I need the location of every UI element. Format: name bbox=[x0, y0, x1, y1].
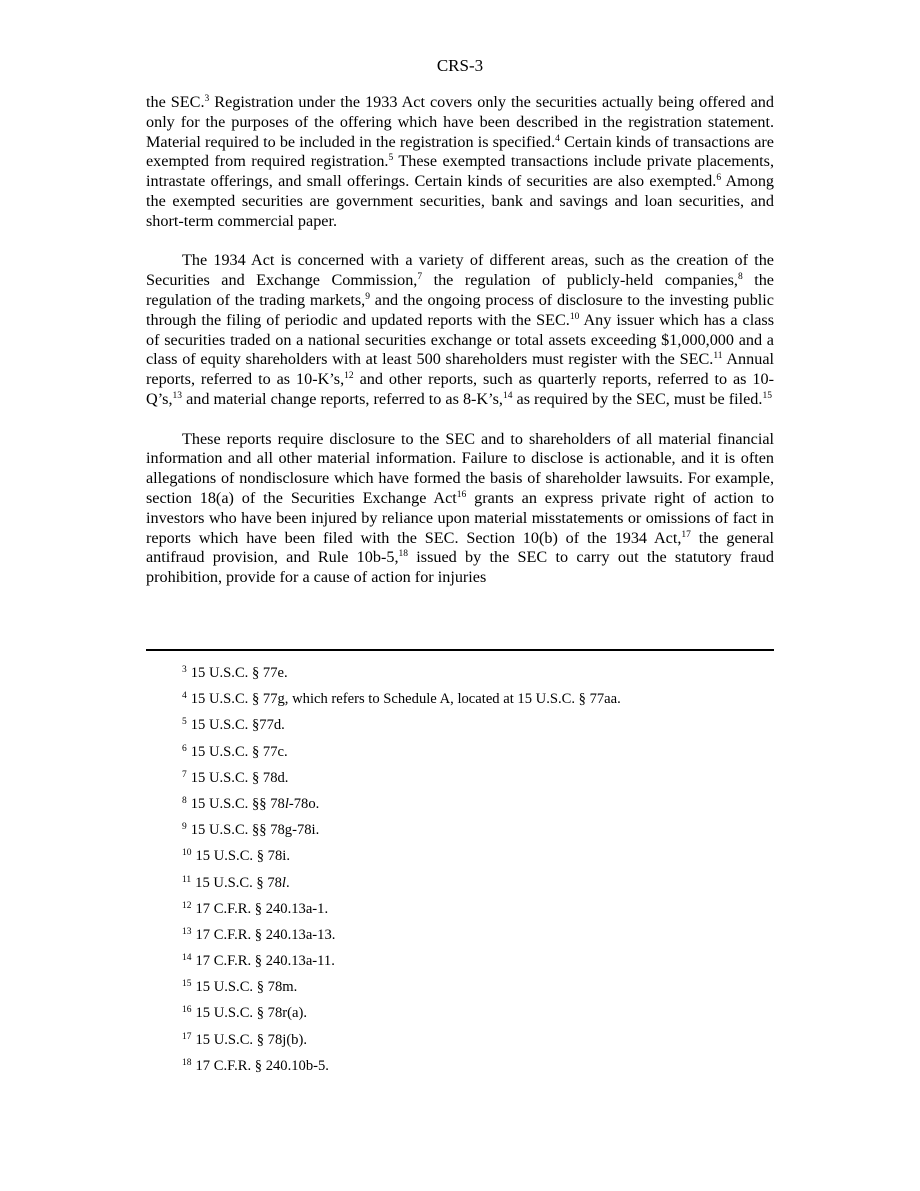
footnote-reference[interactable]: 16 bbox=[456, 489, 467, 500]
footnote-reference[interactable]: 3 bbox=[204, 94, 210, 104]
footnote-reference[interactable]: 13 bbox=[172, 390, 183, 401]
footnote-text: 15 U.S.C. § 78r(a). bbox=[195, 1005, 307, 1022]
footnote-number: 3 bbox=[182, 665, 187, 675]
footnote-item bbox=[182, 1005, 774, 1031]
footnote-reference[interactable]: 6 bbox=[716, 173, 722, 184]
text-run: and other reports, such as quarterly reports, referred to as 10-Q’s, bbox=[146, 370, 774, 408]
text-run: the general antifraud provision, and Rule 10b-5, bbox=[146, 528, 775, 567]
footnote-reference[interactable]: 14 bbox=[502, 390, 513, 401]
footnote-item bbox=[182, 770, 774, 796]
footnote-reference[interactable]: 10 bbox=[569, 311, 580, 322]
footnote-number: 12 bbox=[182, 900, 192, 911]
footnote-text: 15 U.S.C. § 77e. bbox=[190, 665, 288, 681]
footnote-item bbox=[182, 665, 774, 691]
text-run: These exempted transactions include private placements, intrastate offerings, and small offerings. Certain kinds of securities are also exempted. bbox=[146, 152, 775, 191]
footnote-item bbox=[182, 979, 774, 1005]
text-run: Any issuer which has a class of securities traded on a national securities exchange or total assets exceeding $1,000,000 and a class of equity shareholders with at least 500 shareholders must register with the SEC. bbox=[146, 310, 774, 369]
footnote-item bbox=[182, 901, 774, 927]
footnote-number: 15 bbox=[182, 979, 192, 990]
footnote-reference[interactable]: 5 bbox=[388, 153, 394, 164]
page-number-header: CRS-3 bbox=[436, 56, 484, 75]
text-run: These reports require disclosure to the SEC and to shareholders of all material financial information and all other material information. Failure to disclose is actionable, and it is often allegations of nondisclosure which have formed the basis of shareholder lawsuits. For example, section 18(a) of the Securities Exchange Act bbox=[146, 429, 774, 507]
text-run: the regulation of publicly-held companies, bbox=[422, 271, 738, 290]
footnote-text-suffix: . bbox=[285, 874, 290, 891]
footnote-number: 8 bbox=[182, 795, 187, 806]
footnote-item bbox=[182, 848, 774, 874]
text-run: Annual reports, referred to as 10-K’s, bbox=[146, 350, 774, 389]
footnote-item bbox=[182, 822, 774, 848]
footnote-number: 14 bbox=[182, 953, 192, 964]
text-run: Registration under the 1933 Act covers only the securities actually being offered and only for the purposes of the offering which have been described in the registration statement. Material required to be included in the registration is specified. bbox=[146, 93, 774, 151]
footnote-item bbox=[182, 953, 774, 979]
footnote-reference[interactable]: 7 bbox=[417, 272, 423, 283]
footnote-item bbox=[182, 691, 774, 717]
footnote-reference[interactable]: 12 bbox=[344, 371, 354, 382]
footnote-text: 17 C.F.R. § 240.13a-11. bbox=[195, 953, 335, 970]
footnote-text-suffix: -78o. bbox=[288, 795, 320, 812]
footnote-text: 15 U.S.C. § 77g, which refers to Schedule A, located at 15 U.S.C. § 77aa. bbox=[190, 691, 621, 708]
footnote-text: 15 U.S.C. § 78i. bbox=[195, 848, 290, 865]
footnote-text: 17 C.F.R. § 240.10b-5. bbox=[195, 1057, 329, 1074]
footnote-number: 9 bbox=[182, 822, 187, 833]
footnote-text: 15 U.S.C. §77d. bbox=[190, 717, 285, 734]
footnote-text: 15 U.S.C. § 77c. bbox=[190, 743, 288, 760]
footnote-item bbox=[182, 744, 774, 770]
footnote-reference[interactable]: 17 bbox=[681, 529, 691, 540]
body-paragraph bbox=[146, 93, 774, 232]
footnote-text: 17 C.F.R. § 240.13a-13. bbox=[195, 926, 336, 943]
text-run: The 1934 Act is concerned with a variety of different areas, such as the creation of the Securities and Exchange Commission, bbox=[146, 251, 774, 290]
text-run: the SEC. bbox=[146, 93, 205, 111]
footnote-text: 17 C.F.R. § 240.13a-1. bbox=[195, 900, 329, 917]
footnotes-section bbox=[182, 665, 774, 1084]
text-run: and the ongoing process of disclosure to the investing public through the filing of periodic and updated reports with the SEC. bbox=[146, 290, 774, 329]
text-run: issued by the SEC to carry out the statutory fraud prohibition, provide for a cause of action for injuries bbox=[146, 548, 774, 587]
footnote-text: 15 U.S.C. § 78d. bbox=[190, 769, 289, 786]
footnote-item bbox=[182, 927, 774, 953]
footnote-number: 17 bbox=[182, 1031, 192, 1042]
footnote-reference[interactable]: 11 bbox=[713, 351, 723, 362]
footnote-reference[interactable]: 8 bbox=[737, 272, 743, 283]
footnote-item bbox=[182, 1032, 774, 1058]
body-paragraph bbox=[146, 251, 774, 409]
footnote-italic: l bbox=[281, 874, 286, 891]
text-run: and material change reports, referred to as 8-K’s, bbox=[182, 389, 503, 408]
text-run: grants an express private right of action to investors who have been injured by reliance upon material misstatements or omissions of fact in reports which have been filed with the SEC. Section 10(b) of the 1934 Act, bbox=[146, 488, 774, 547]
text-run: as required by the SEC, must be filed. bbox=[512, 389, 763, 408]
footnote-number: 7 bbox=[182, 769, 187, 780]
footnote-divider bbox=[146, 649, 774, 651]
footnote-text: 15 U.S.C. §§ 78g-78i. bbox=[190, 822, 320, 839]
text-run: the regulation of the trading markets, bbox=[146, 271, 774, 309]
footnote-reference[interactable]: 18 bbox=[398, 549, 408, 560]
footnote-reference[interactable]: 9 bbox=[365, 291, 370, 302]
footnote-item bbox=[182, 1058, 774, 1084]
footnote-text: 15 U.S.C. § 78j(b). bbox=[195, 1031, 307, 1048]
footnote-number: 11 bbox=[182, 874, 192, 885]
body-text bbox=[146, 93, 774, 608]
text-run: Certain kinds of transactions are exempted from required registration. bbox=[146, 132, 774, 171]
footnote-number: 6 bbox=[182, 743, 187, 754]
footnote-number: 13 bbox=[182, 926, 192, 937]
footnote-item bbox=[182, 717, 774, 743]
footnote-text: 15 U.S.C. § 78 bbox=[195, 874, 282, 891]
footnote-reference[interactable]: 4 bbox=[555, 133, 560, 144]
footnote-item bbox=[182, 875, 774, 901]
footnote-number: 18 bbox=[182, 1057, 192, 1068]
footnote-text: 15 U.S.C. § 78m. bbox=[195, 979, 298, 996]
footnote-reference[interactable]: 15 bbox=[762, 390, 772, 401]
body-paragraph bbox=[146, 430, 774, 588]
text-run: Among the exempted securities are government securities, bank and savings and loan securities, and short-term commercial paper. bbox=[146, 172, 775, 230]
footnote-number: 5 bbox=[182, 717, 187, 728]
footnote-italic: l bbox=[284, 795, 289, 812]
footnote-text: 15 U.S.C. §§ 78 bbox=[190, 795, 285, 812]
footnote-item bbox=[182, 796, 774, 822]
footnote-number: 16 bbox=[182, 1005, 192, 1016]
footnote-number: 4 bbox=[182, 691, 187, 702]
footnote-number: 10 bbox=[182, 848, 192, 859]
